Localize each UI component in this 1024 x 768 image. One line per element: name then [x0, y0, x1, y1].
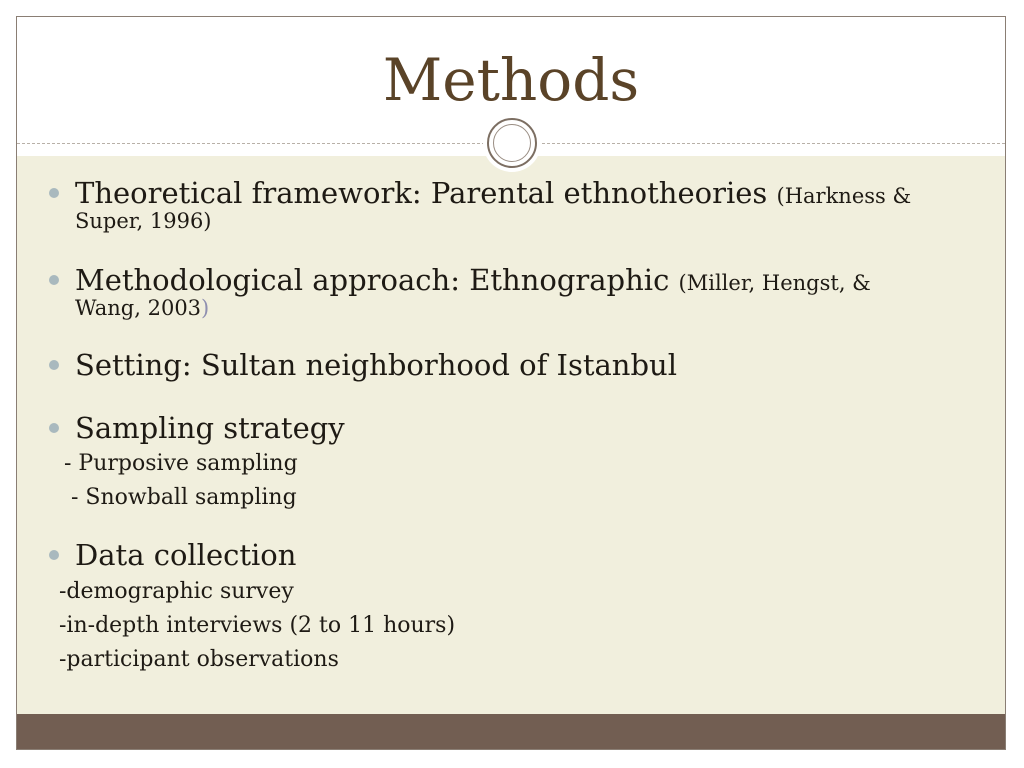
bullet-theoretical-framework	[75, 177, 955, 234]
sub-item-in-depth-interviews: -in-depth interviews (2 to 11 hours)	[59, 613, 456, 638]
slide-title: Methods	[382, 46, 640, 114]
sub-item-purposive-sampling: - Purposive sampling	[57, 451, 298, 476]
bullet-dot-icon	[49, 275, 59, 285]
citation-text: (Harkness &	[776, 184, 912, 208]
bullet-data-collection	[75, 539, 955, 571]
citation-text-body: Wang, 2003	[75, 296, 202, 320]
bullet-methodological-approach	[75, 264, 955, 321]
citation-close-paren: )	[201, 296, 210, 320]
bullet-dot-icon	[49, 550, 59, 560]
citation-text-continued	[75, 295, 955, 321]
bullet-main-text: Setting: Sultan neighborhood of Istanbul	[75, 348, 678, 382]
bullet-setting	[75, 349, 955, 381]
bullet-main-text: Data collection	[75, 538, 297, 572]
bullet-main-text: Theoretical framework: Parental ethnotheories	[75, 176, 777, 210]
bullet-main-text: Sampling strategy	[75, 411, 345, 445]
bullet-dot-icon	[49, 188, 59, 198]
footer-bar	[17, 714, 1005, 749]
citation-text: (Miller, Hengst, &	[678, 271, 871, 295]
citation-text-continued: Super, 1996)	[75, 209, 212, 233]
sub-item-demographic-survey: -demographic survey	[59, 579, 294, 604]
bullet-main-text: Methodological approach: Ethnographic	[75, 263, 679, 297]
circle-ornament-inner	[493, 124, 531, 162]
bullet-dot-icon	[49, 423, 59, 433]
sub-item-snowball-sampling: - Snowball sampling	[57, 485, 297, 510]
bullet-dot-icon	[49, 360, 59, 370]
bullet-sampling-strategy	[75, 412, 955, 444]
sub-item-participant-observations: -participant observations	[59, 647, 339, 672]
slide	[16, 16, 1006, 750]
